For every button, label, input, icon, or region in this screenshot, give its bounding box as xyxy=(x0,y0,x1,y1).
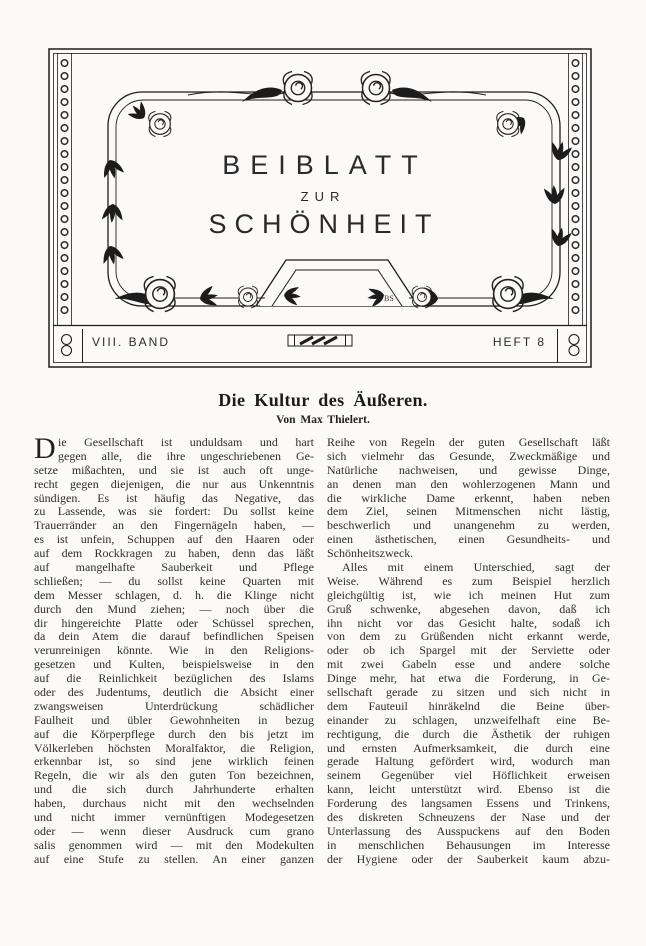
text-line: kann, leicht unterstützt wird. Ebenso ist die xyxy=(327,782,610,797)
text-line: einen ästhetischen, einen Gesundheits- und xyxy=(327,532,610,547)
text-line: schließen; — du sollst keine Quarten mit xyxy=(34,573,314,588)
text-line: des diskreten Schneuzens der Nase und der xyxy=(327,810,610,825)
volume-label: VIII. BAND xyxy=(92,335,171,349)
text-line: Gruß schwenke, abgesehen davon, daß ich xyxy=(327,601,610,616)
text-line: zwangsweisen Unterdrückung schädlicher xyxy=(34,698,314,713)
text-line: gerade Haltung gefördert wird, wodurch man xyxy=(327,754,610,769)
text-line: Unterlassung des Ausspuckens auf den Boden xyxy=(327,823,610,838)
text-line: sich vielmehr das Gesunde, Zweckmäßige und xyxy=(327,448,610,463)
article-columns xyxy=(0,432,646,867)
text-line: Natürliche nachweisen, und gewisse Dinge, xyxy=(327,462,610,477)
text-line: und ernsten Aufmerksamkeit, die durch eine xyxy=(327,740,610,755)
text-line: sündigen. Es ist häufig das Negative, das xyxy=(34,490,314,505)
masthead-title-line3: SCHÖNHEIT xyxy=(208,209,440,239)
text-line: auf die Körperpflege durch den bis jetzt im xyxy=(34,726,314,741)
text-line: ie Gesellschaft ist unduldsam und hart xyxy=(58,435,314,449)
text-line: gleichgültig ist, wie ich meinen Hut zum xyxy=(327,587,610,602)
masthead-title-line1: BEIBLATT xyxy=(222,150,428,180)
text-line: und nicht immer vernünftigen Modegesetzen xyxy=(34,810,314,825)
text-line: gegen alle, die ihre ungeschriebenen Ge- xyxy=(58,448,314,463)
text-line: mit zwei Gabeln esse und andere solche xyxy=(327,657,610,672)
text-line: dir hingereichte Platte oder Schüssel sprechen, xyxy=(34,615,314,630)
left-column xyxy=(34,432,314,867)
bead-chain-right xyxy=(569,53,583,325)
article-title: Die Kultur des Äußeren. xyxy=(218,390,428,410)
dropcap: D xyxy=(34,432,56,465)
article-byline: Von Max Thielert. xyxy=(276,414,370,426)
text-line: Völkerleben höchsten Moralfaktor, die Religion, xyxy=(34,740,314,755)
text-line: dem Fauteuil hinräkelnd die Beine über- xyxy=(327,698,610,713)
text-line: Trauerränder an den Fingernägeln haben, — xyxy=(34,518,314,533)
text-line: Reihe von Regeln der guten Gesellschaft läßt xyxy=(327,435,610,449)
text-line: Dinge mehr, hat etwa die Forderung, in Ge- xyxy=(327,671,610,686)
text-line: die wirkliche Dame erkennt, haben neben xyxy=(327,490,610,505)
text-line: es ist unfein, Schuppen auf den Haaren oder xyxy=(34,532,314,547)
text-line: rechtigung, die durch die Ästhetik der ruhigen xyxy=(327,726,610,741)
text-line: von dem zu Grüßenden nicht erkannt werde, xyxy=(327,629,610,644)
figure-eight-ornament-left xyxy=(62,329,83,363)
text-line: an denen man den wohlerzogenen Mann und xyxy=(327,476,610,491)
text-line: gesetzen und Kulten, beispielsweise in den xyxy=(34,657,314,672)
text-line: einander zu schlagen, unzweifelhaft eine Be- xyxy=(327,712,610,727)
right-column xyxy=(327,436,610,867)
text-line: und die sich durch Jahrhunderte erhalten xyxy=(34,782,314,797)
text-line: der Hygiene oder der Sauberkeit kaum abzu- xyxy=(327,851,610,866)
text-line: recht gegen diejenigen, die nur aus Unkenntnis xyxy=(34,476,314,491)
text-line: verunreinigen könnte. Wie in den Religions- xyxy=(34,643,314,658)
text-line: auf die Reinlichkeit bezüglichen des Islams xyxy=(34,671,314,686)
issue-label: HEFT 8 xyxy=(492,335,546,349)
text-line: oder — wenn dieser Ausdruck cum grano xyxy=(34,823,314,838)
masthead-title-line2: ZUR xyxy=(300,189,346,204)
text-line: Alles mit einem Unterschied, sagt der xyxy=(342,560,610,575)
left-column-text xyxy=(34,432,314,867)
decorative-rose-frame xyxy=(48,48,592,368)
text-line: Faulheit und übler Gewohnheiten in bezug xyxy=(34,712,314,727)
masthead xyxy=(48,48,592,368)
right-column-paragraph-2 xyxy=(327,561,610,867)
text-line: dem Messer schlagen, d. h. die Klinge nicht xyxy=(34,587,314,602)
twisted-ribbon-ornament xyxy=(288,335,352,346)
text-line: setze mißachten, und sie ist auch oft unge- xyxy=(34,462,314,477)
text-line: auf eine Stufe zu stellen. An einer ganzen xyxy=(34,851,314,866)
artist-monogram: BS xyxy=(384,294,394,303)
text-line: Forderung des langsamen Essens und Trinkens, xyxy=(327,796,610,811)
text-line: salis genommen wird — mit den Modekulten xyxy=(34,837,314,852)
text-line: Regeln, die wir als den guten Ton bezeichnen, xyxy=(34,768,314,783)
text-line: Weise. Während es zum Beispiel herzlich xyxy=(327,573,610,588)
article xyxy=(0,368,646,867)
text-line: beschwerlich und unangenehm zu werden, xyxy=(327,518,610,533)
text-line: durch den Mund ziehen; — noch über die xyxy=(34,601,314,616)
text-line: auf dem Rockkragen zu haben, denn das läßt xyxy=(34,546,314,561)
text-line: erkennbar ist, so sind jene wirklich feinen xyxy=(34,754,314,769)
text-line: sellschaft gerade zu sitzen und sich nicht in xyxy=(327,685,610,700)
text-line: oder des Judentums, deutlich die Absicht einer xyxy=(34,685,314,700)
outer-border xyxy=(49,49,591,367)
text-line: dem Ziel, seinen Mitmenschen nicht lästig, xyxy=(327,504,610,519)
text-line: auf mangelhafte Sauberkeit und Pflege xyxy=(34,560,314,575)
right-column-paragraph-1 xyxy=(327,436,610,561)
rose-vine-frame xyxy=(108,90,560,306)
text-line: oder ob ich Spargel mit der Serviette oder xyxy=(327,643,610,658)
bead-chain-left xyxy=(58,53,72,325)
text-line: ihn nicht vor das Gesicht halte, sodaß ich xyxy=(327,615,610,630)
text-line: haben, durchaus nicht mit den wechselnden xyxy=(34,796,314,811)
text-line: zu Lassende, was sie fordert: Du sollst keine xyxy=(34,504,314,519)
text-line: in menschlichen Behausungen im Interesse xyxy=(327,837,610,852)
text-line: Schönheitszweck. xyxy=(327,546,414,561)
text-line: da dein Atem die darauf befindlichen Speisen xyxy=(34,629,314,644)
text-line: seinem Gegenüber viel Höflichkeit erweisen xyxy=(327,768,610,783)
figure-eight-ornament-right xyxy=(558,329,580,363)
